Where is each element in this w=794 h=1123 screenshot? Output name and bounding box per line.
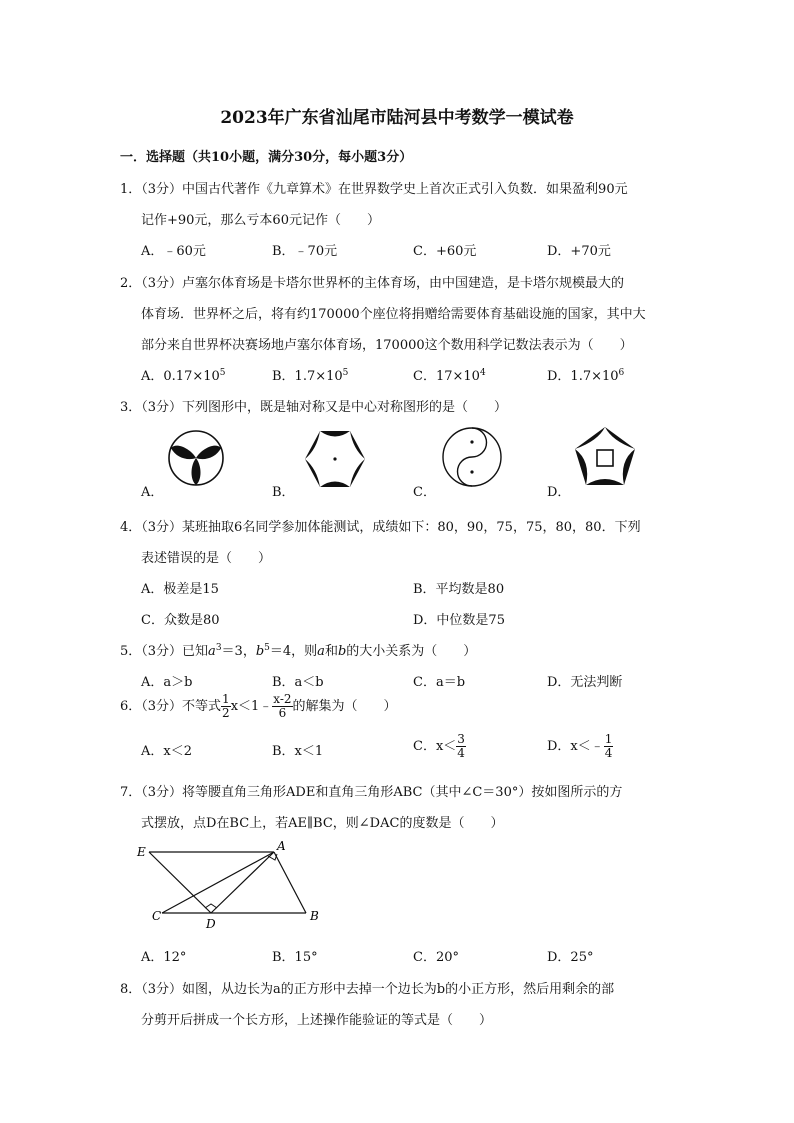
q4-option-c: C．众数是80 [141, 613, 220, 628]
q3-figure-d [572, 425, 638, 489]
q7-figure [132, 838, 332, 933]
q7-option-a: A．12° [141, 950, 187, 965]
q4-option-a: A．极差是15 [141, 582, 219, 597]
q2-option-d: D．$1.7\times 10^6$ [547, 368, 625, 384]
q3-figure-c [440, 425, 504, 489]
q2-line2: 体育场．世界杯之后，将有约170000个座位将捐赠给需要体育基础设施的国家，其中大 [141, 307, 646, 322]
q5-line1: 5．（3分）已知$a^3=3$，$b^5=4$，则a和b的大小关系为（ ） [120, 643, 477, 659]
q1-option-c: C．+60元 [413, 244, 477, 259]
q5-option-b: B．a＜b [272, 675, 324, 690]
q5-option-d: D．无法判断 [547, 675, 623, 690]
q3-line1: 3．（3分）下列图形中，既是轴对称又是中心对称图形的是（ ） [120, 400, 508, 415]
q6-option-b: B．x＜1 [272, 744, 324, 759]
q3-option-d: D． [547, 485, 571, 500]
q6-option-a: A．x＜2 [141, 744, 192, 759]
q6-option-d: D．x＜﹣ $\frac{1}{4}$ [547, 732, 613, 760]
q2-option-b: B．$1.7\times 10^5$ [272, 368, 349, 384]
q3-option-c: C． [413, 485, 436, 500]
q2-line1: 2．（3分）卢塞尔体育场是卡塔尔世界杯的主体育场，由中国建造，是卡塔尔规模最大的 [120, 276, 625, 291]
q8-line2: 分剪开后拼成一个长方形，上述操作能验证的等式是（ ） [141, 1013, 493, 1028]
q1-option-d: D．+70元 [547, 244, 611, 259]
q5-option-c: C．a＝b [413, 675, 466, 690]
q2-option-a: A．$0.17\times 10^5$ [141, 368, 226, 384]
q7-label-c: C [152, 909, 162, 923]
q7-label-a: A [277, 839, 286, 853]
q2-option-c: C．$17\times 10^4$ [413, 368, 486, 384]
q5-option-a: A．a＞b [141, 675, 193, 690]
q1-line1: 1．（3分）中国古代著作《九章算术》在世界数学史上首次正式引入负数．如果盈利90元 [120, 182, 628, 197]
q7-label-e: E [137, 845, 146, 859]
q7-line2: 式摆放，点D在BC上，若AE∥BC，则∠DAC的度数是（ ） [141, 816, 504, 831]
q4-option-b: B．平均数是80 [413, 582, 505, 597]
q7-option-c: C．20° [413, 950, 459, 965]
q8-line1: 8．（3分）如图，从边长为a的正方形中去掉一个边长为b的小正方形，然后用剩余的部 [120, 982, 615, 997]
q3-option-b: B． [272, 485, 295, 500]
q4-line2: 表述错误的是（ ） [141, 551, 272, 566]
q4-option-d: D．中位数是75 [413, 613, 505, 628]
q7-label-d: D [206, 917, 216, 931]
q7-label-b: B [310, 909, 319, 923]
q3-figure-a [166, 428, 226, 488]
q3-figure-b [302, 428, 368, 490]
q1-option-b: B．﹣70元 [272, 244, 338, 259]
q6-line1: 6．（3分）不等式 $\frac{1}{2}$ x＜1﹣ $\frac{x-2}{6}$ 的解集为（ ） [120, 692, 397, 720]
q7-line1: 7．（3分）将等腰直角三角形ADE和直角三角形ABC（其中∠C＝30°）按如图所示的方 [120, 785, 623, 800]
q6-fraction-1: $\frac{1}{2}$ [222, 692, 230, 720]
q6-fraction-2: $\frac{x-2}{6}$ [273, 692, 292, 720]
q7-option-b: B．15° [272, 950, 318, 965]
section-heading: 一．选择题（共10小题，满分30分，每小题3分） [120, 150, 413, 165]
q1-line2: 记作+90元，那么亏本60元记作（ ） [141, 213, 380, 228]
q3-option-a: A． [141, 485, 164, 500]
q2-line3: 部分来自世界杯决赛场地卢塞尔体育场，170000这个数用科学记数法表示为（ ） [141, 338, 633, 353]
q4-line1: 4．（3分）某班抽取6名同学参加体能测试，成绩如下：80，90，75，75，80，80．下列 [120, 520, 641, 535]
q7-option-d: D．25° [547, 950, 594, 965]
page-title: 2023年广东省汕尾市陆河县中考数学一模试卷 [220, 108, 574, 128]
q6-option-c: C．x＜ $\frac{3}{4}$ [413, 732, 465, 760]
q1-option-a: A．﹣60元 [141, 244, 206, 259]
